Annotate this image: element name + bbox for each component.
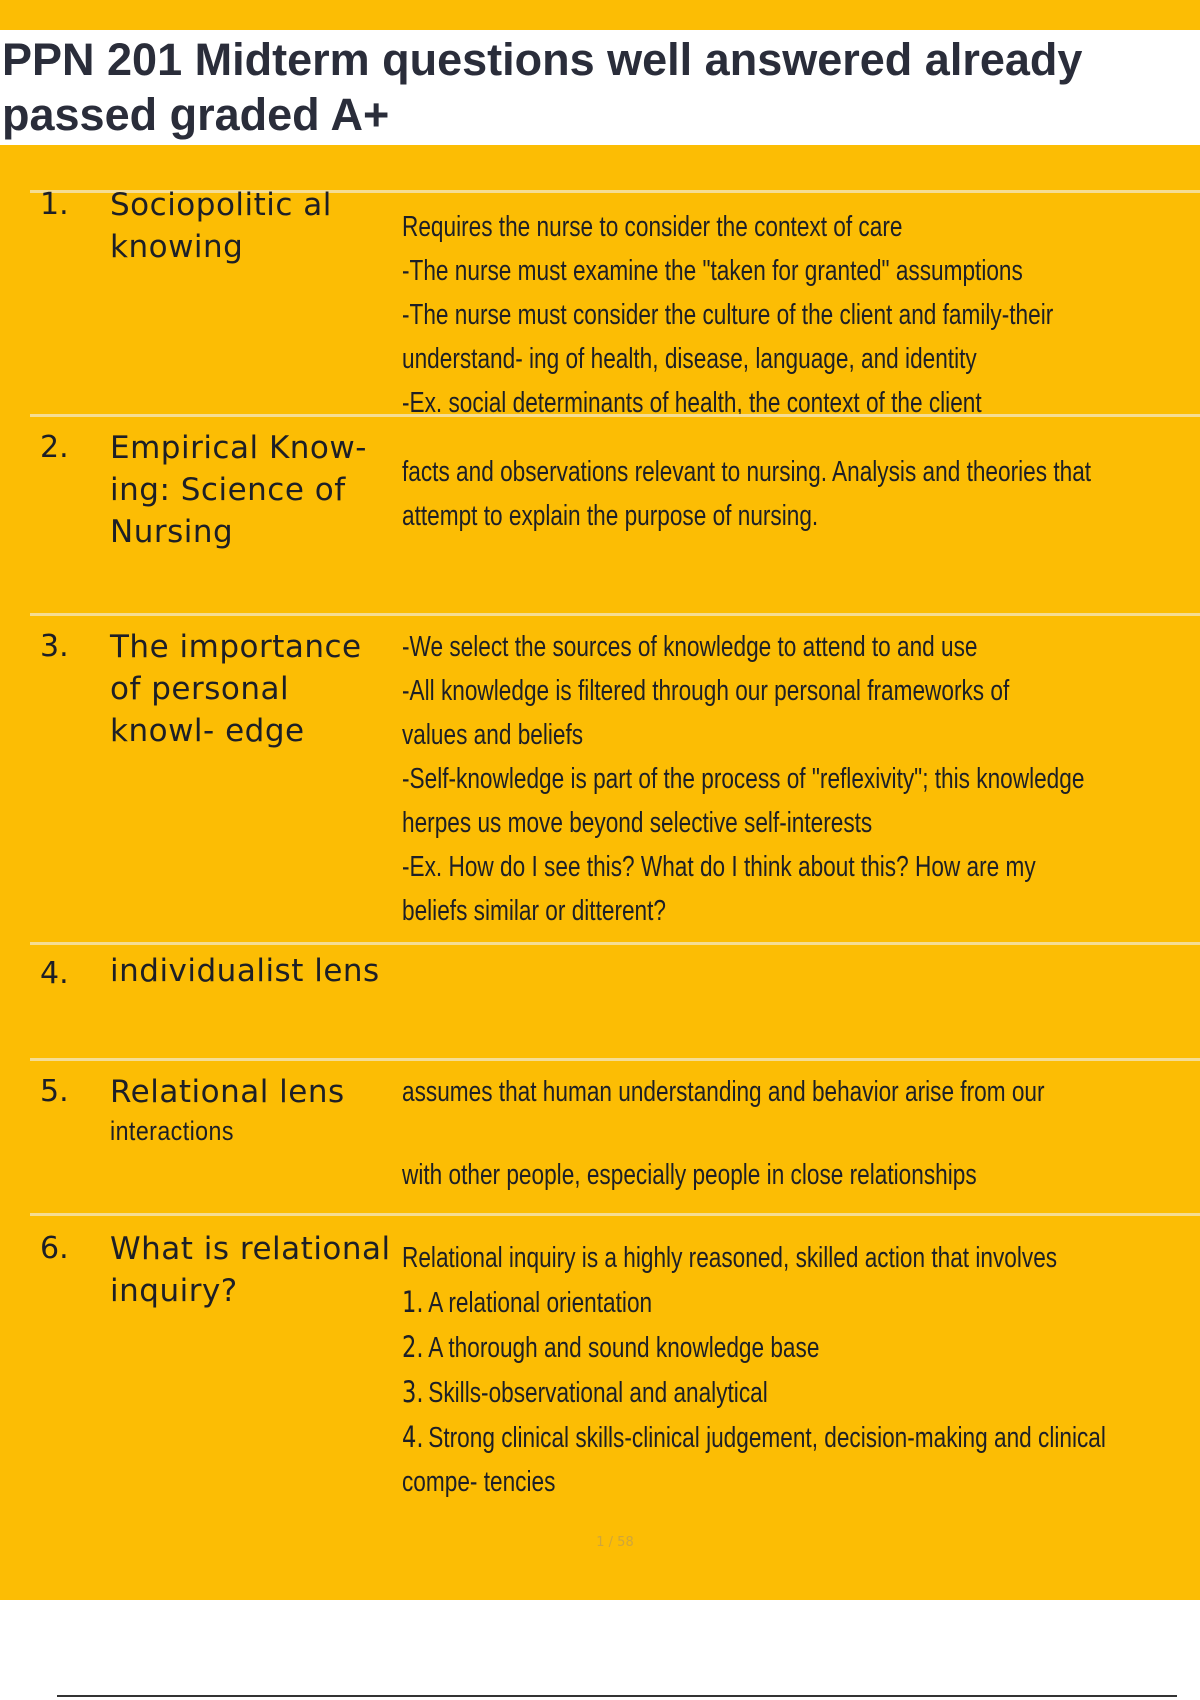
def-line: understand- ing of health, disease, language, and identity <box>402 343 977 375</box>
row-term: Sociopolitic al knowing <box>110 187 332 265</box>
footer-rule <box>57 1695 1177 1697</box>
def-line: herpes us move beyond selective self-interests <box>402 807 873 839</box>
document-title: PPN 201 Midterm questions well answered already passed graded A+ <box>2 34 1083 140</box>
row-definition <box>402 1236 1104 1504</box>
def-line: -Ex. social determinants of health, the context of the client <box>402 387 982 419</box>
list-item-number: 2. <box>402 1330 424 1364</box>
def-line: with other people, especially people in close relationships <box>402 1159 977 1191</box>
row-number: 1. <box>40 187 69 222</box>
def-line: Requires the nurse to consider the context of care <box>402 211 903 243</box>
card-row-2 <box>30 414 1200 601</box>
def-line: beliefs similar or ditterent? <box>402 895 667 927</box>
row-term: The importance of personal knowl- edge <box>110 629 362 749</box>
def-line: values and beliefs <box>402 719 584 751</box>
list-item <box>402 1325 1104 1370</box>
list-item-text: Skills-observational and analytical <box>428 1377 768 1409</box>
card-row-6 <box>30 1213 1200 1526</box>
def-line: Relational inquiry is a highly reasoned, skilled action that involves <box>402 1242 1058 1274</box>
list-item-number: 4. <box>402 1420 424 1454</box>
card-row-5 <box>30 1058 1200 1206</box>
list-item-number: 1. <box>402 1285 424 1319</box>
def-line: -The nurse must consider the culture of the client and family-their <box>402 299 1054 331</box>
def-line: -The nurse must examine the "taken for granted" assumptions <box>402 255 1023 287</box>
row-term-sub: interactions <box>110 1116 234 1146</box>
def-line: -All knowledge is filtered through our personal frameworks of <box>402 675 1010 707</box>
def-line: assumes that human understanding and behavior arise from our <box>402 1076 1045 1108</box>
card-row-1 <box>30 187 1200 419</box>
list-item-text: A relational orientation <box>428 1287 653 1319</box>
def-line: attempt to explain the purpose of nursing. <box>402 500 819 532</box>
row-term: individualist lens <box>110 953 380 989</box>
list-item <box>402 1415 1104 1460</box>
list-item <box>402 1370 1104 1415</box>
def-line: -Self-knowledge is part of the process of "reflexivity"; this knowledge <box>402 763 1085 795</box>
row-term-main: Relational lens <box>110 1074 345 1110</box>
row-term <box>110 1071 400 1149</box>
row-definition <box>402 1071 1104 1196</box>
row-definition <box>402 205 1104 425</box>
list-item <box>402 1280 1104 1325</box>
row-number: 2. <box>40 430 69 465</box>
row-term: What is relational inquiry? <box>110 1231 391 1309</box>
card-row-3 <box>30 613 1200 934</box>
list-item-text: Strong clinical skills-clinical judgement, decision-making and clinical <box>428 1422 1106 1454</box>
row-definition <box>402 450 1104 538</box>
flashcard-page <box>0 145 1200 1600</box>
list-item-number: 3. <box>402 1375 424 1409</box>
row-number: 6. <box>40 1231 69 1266</box>
top-band <box>0 0 1200 30</box>
row-number: 5. <box>40 1074 69 1109</box>
def-line: -Ex. How do I see this? What do I think about this? How are my <box>402 851 1036 883</box>
def-line: compe- tencies <box>402 1466 556 1498</box>
card-row-4 <box>30 942 1200 1055</box>
page-number: 1 / 58 <box>596 1535 634 1550</box>
def-line: facts and observations relevant to nursing. Analysis and theories that <box>402 456 1092 488</box>
row-number: 4. <box>40 956 69 991</box>
row-number: 3. <box>40 629 69 664</box>
row-term: Empirical Know- ing: Science of Nursing <box>110 430 367 550</box>
list-item-text: A thorough and sound knowledge base <box>428 1332 820 1364</box>
def-line: -We select the sources of knowledge to attend to and use <box>402 631 978 663</box>
row-definition <box>402 625 1104 933</box>
